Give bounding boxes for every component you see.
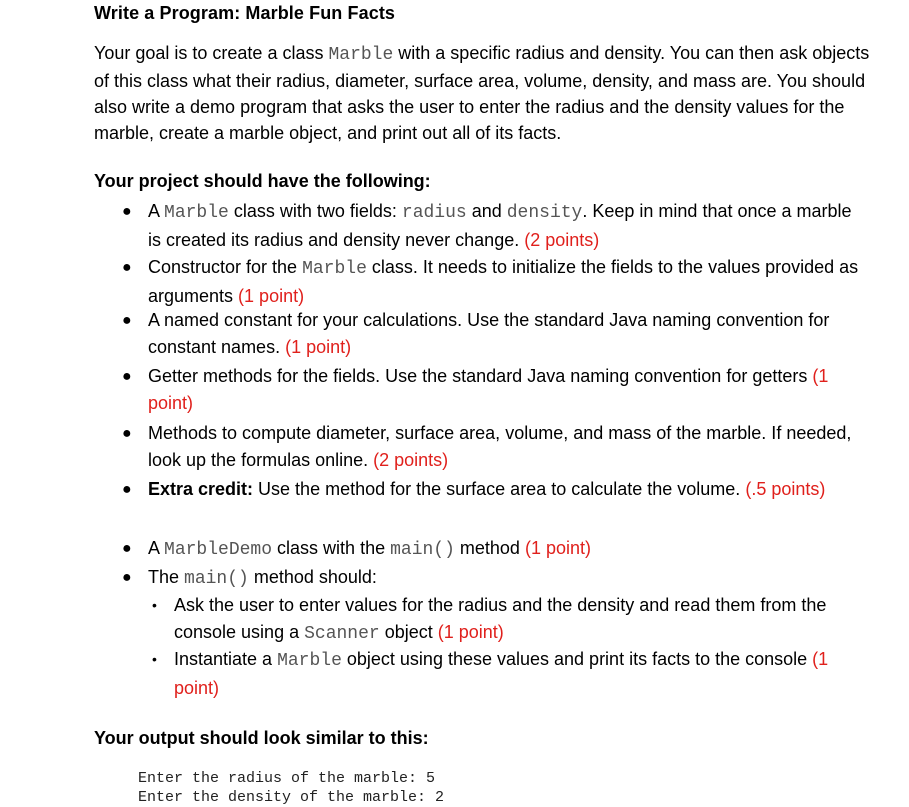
bullet-icon: ● [122,259,132,276]
req-text: class with the [272,538,391,558]
sample-output [138,769,444,807]
requirement-item [122,564,863,593]
sub-bullet-icon: • [152,597,157,613]
req-text: method should: [248,567,377,587]
req-code: Scanner [304,624,380,644]
req-code: Marble [277,651,342,671]
req-code: Marble [164,203,229,223]
req-points: (1 point) [174,649,829,698]
requirement-item [122,420,863,474]
req-code: Marble [302,259,367,279]
sub-bullet-icon: • [152,651,157,667]
req-text: class. It needs to initialize the fields to the values provided as arguments [148,257,859,306]
sub-requirement-item [152,592,864,648]
req-code: MarbleDemo [164,540,273,560]
req-points: (2 points) [373,450,449,470]
intro-text-1: Your goal is to create a class [94,43,329,63]
bullet-icon: ● [122,540,132,557]
req-text: method [454,538,525,558]
bullet-icon: ● [122,368,132,385]
req-points: (1 point) [437,622,504,642]
req-code: main() [390,540,455,560]
req-points: (1 point) [285,337,352,357]
bullet-icon: ● [122,481,132,498]
output-heading: Your output should look similar to this: [94,728,429,748]
bullet-icon: ● [122,569,132,586]
req-points: (1 point) [238,286,305,306]
req-text: object [379,622,438,642]
req-text: class with two fields: [228,201,402,221]
requirement-item [122,476,863,503]
req-code: density [506,203,583,223]
requirement-item [122,198,863,254]
bullet-icon: ● [122,425,132,442]
req-text: Ask the user to enter values for the radius and the density and read them from the console using a [174,595,827,642]
requirement-item [122,307,863,361]
extra-credit-label: Extra credit: [148,479,254,499]
req-code: main() [184,569,249,589]
req-text: Getter methods for the fields. Use the standard Java naming convention for getters [148,366,813,386]
page-title: Write a Program: Marble Fun Facts [94,3,396,23]
bullet-icon: ● [122,312,132,329]
bullet-icon: ● [122,203,132,220]
output-line: Enter the density of the marble: 2 [138,789,445,806]
sub-requirement-item [152,646,864,702]
output-line: Enter the radius of the marble: 5 [138,770,436,787]
req-text: object using these values and print its facts to the console [341,649,813,669]
req-text: The [148,567,185,587]
req-points: (1 point) [524,538,591,558]
req-text: and [466,201,507,221]
req-text: Instantiate a [174,649,278,669]
req-text: Constructor for the [148,257,303,277]
intro-text-2: with a specific radius and density. You can then ask objects of this class what their radius, diameter, surface area, volume, density, and mass are. You should also write a demo program that asks the user to enter the radius and the density values for the marble, create a marble object, and print out all of its facts. [94,43,870,143]
requirement-item [122,535,863,564]
req-text: Methods to compute diameter, surface area, volume, and mass of the marble. If needed, look up the formulas online. [148,423,852,470]
req-text: A [148,201,165,221]
req-text: . Keep in mind that once a marble is created its radius and density never change. [148,201,852,250]
req-text: A [148,538,165,558]
req-text: A named constant for your calculations. Use the standard Java naming convention for constant names. [148,310,830,357]
requirement-item [122,254,863,310]
req-points: (1 point) [148,366,829,413]
requirement-item [122,363,863,417]
req-points: (.5 points) [745,479,826,499]
intro-class-name: Marble [328,45,394,65]
intro-paragraph [94,40,884,146]
req-code: radius [401,203,467,223]
requirements-heading: Your project should have the following: [94,171,431,191]
req-text: Use the method for the surface area to calculate the volume. [253,479,746,499]
req-points: (2 points) [524,230,600,250]
